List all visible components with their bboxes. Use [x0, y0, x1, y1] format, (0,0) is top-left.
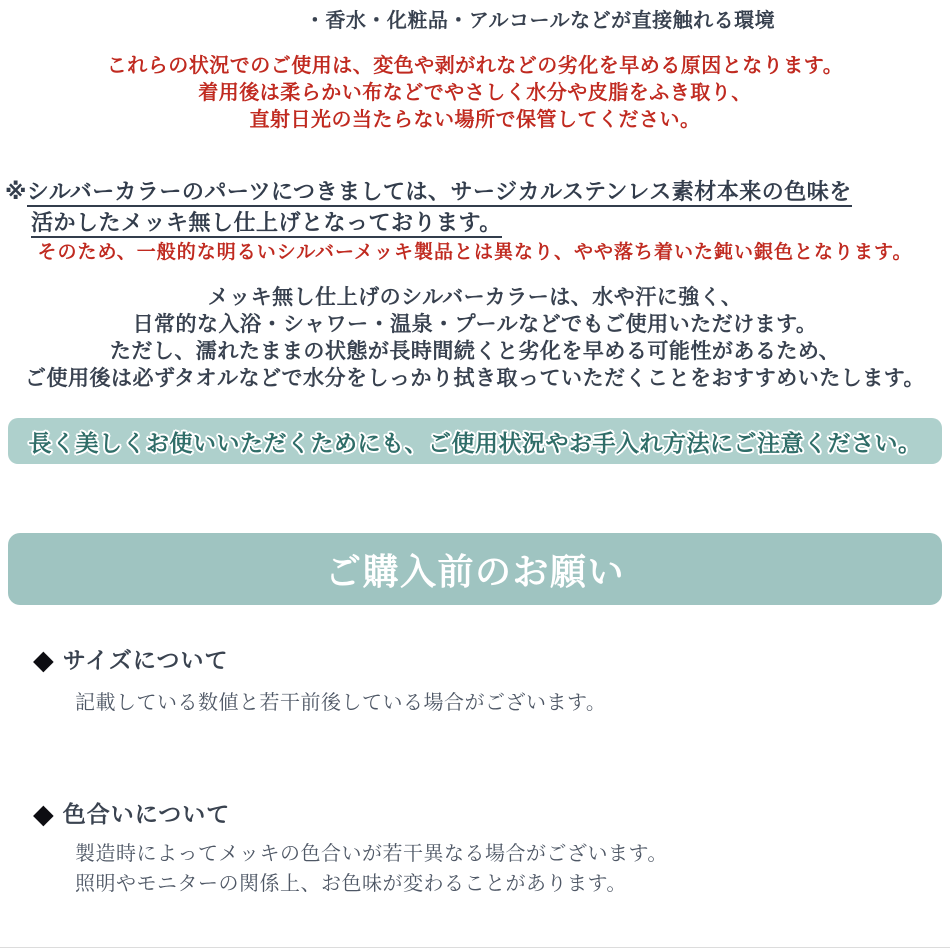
silver-finish-note-line	[5, 207, 950, 238]
purchase-banner	[8, 533, 942, 605]
silver-finish-red-note: そのため、一般的な明るいシルバーメッキ製品とは異なり、やや落ち着いた鈍い銀色となります。	[37, 242, 913, 263]
color-section-heading	[33, 799, 230, 829]
silver-care-line: メッキ無し仕上げのシルバーカラーは、水や汗に強く、	[207, 286, 743, 309]
color-section-text: 製造時によってメッキの色合いが若干異なる場合がございます。	[75, 843, 668, 865]
size-section-body	[75, 688, 606, 718]
diamond-bullet-icon: ◆	[33, 798, 54, 829]
bottom-divider	[0, 947, 950, 948]
care-warning-line: 直射日光の当たらない場所で保管してください。	[249, 109, 701, 131]
care-warning-line: これらの状況でのご使用は、変色や剥がれなどの劣化を早める原因となります。	[106, 55, 844, 77]
silver-care-line: 日常的な入浴・シャワー・温泉・プールなどでもご使用いただけます。	[132, 313, 818, 336]
silver-care-block	[0, 284, 950, 392]
silver-care-line: ご使用後は必ずタオルなどで水分をしっかり拭き取っていただくことをおすすめいたします。	[24, 367, 926, 390]
care-warning-block	[0, 53, 950, 134]
environment-list-item: ・香水・化粧品・アルコールなどが直接触れる環境	[304, 10, 776, 32]
silver-finish-note-text: 活かしたメッキ無し仕上げとなっております。	[31, 210, 502, 238]
note-marker: ※	[5, 179, 27, 204]
silver-finish-note	[5, 176, 950, 238]
color-section-title: 色合いについて	[62, 801, 231, 827]
size-section-heading	[33, 645, 228, 675]
care-warning-line: 着用後は柔らかい布などでやさしく水分や皮脂をふき取り、	[198, 82, 752, 104]
notice-banner-text: 長く美しくお使いいただくためにも、ご使用状況やお手入れ方法にご注意ください。	[28, 429, 922, 456]
silver-finish-note-line	[5, 176, 950, 207]
size-section-title: サイズについて	[62, 647, 229, 673]
diamond-bullet-icon: ◆	[33, 644, 54, 675]
color-section-text: 照明やモニターの関係上、お色味が変わることがあります。	[75, 873, 627, 895]
size-section-text: 記載している数値と若干前後している場合がございます。	[75, 692, 607, 714]
purchase-banner-title: ご購入前のお願い	[324, 550, 625, 592]
silver-care-line: ただし、濡れたままの状態が長時間続くと劣化を早める可能性があるため、	[109, 340, 841, 363]
silver-finish-note-text: シルバーカラーのパーツにつきましては、サージカルステンレス素材本来の色味を	[27, 179, 852, 207]
color-section-body	[75, 839, 668, 899]
notice-banner	[8, 418, 942, 464]
